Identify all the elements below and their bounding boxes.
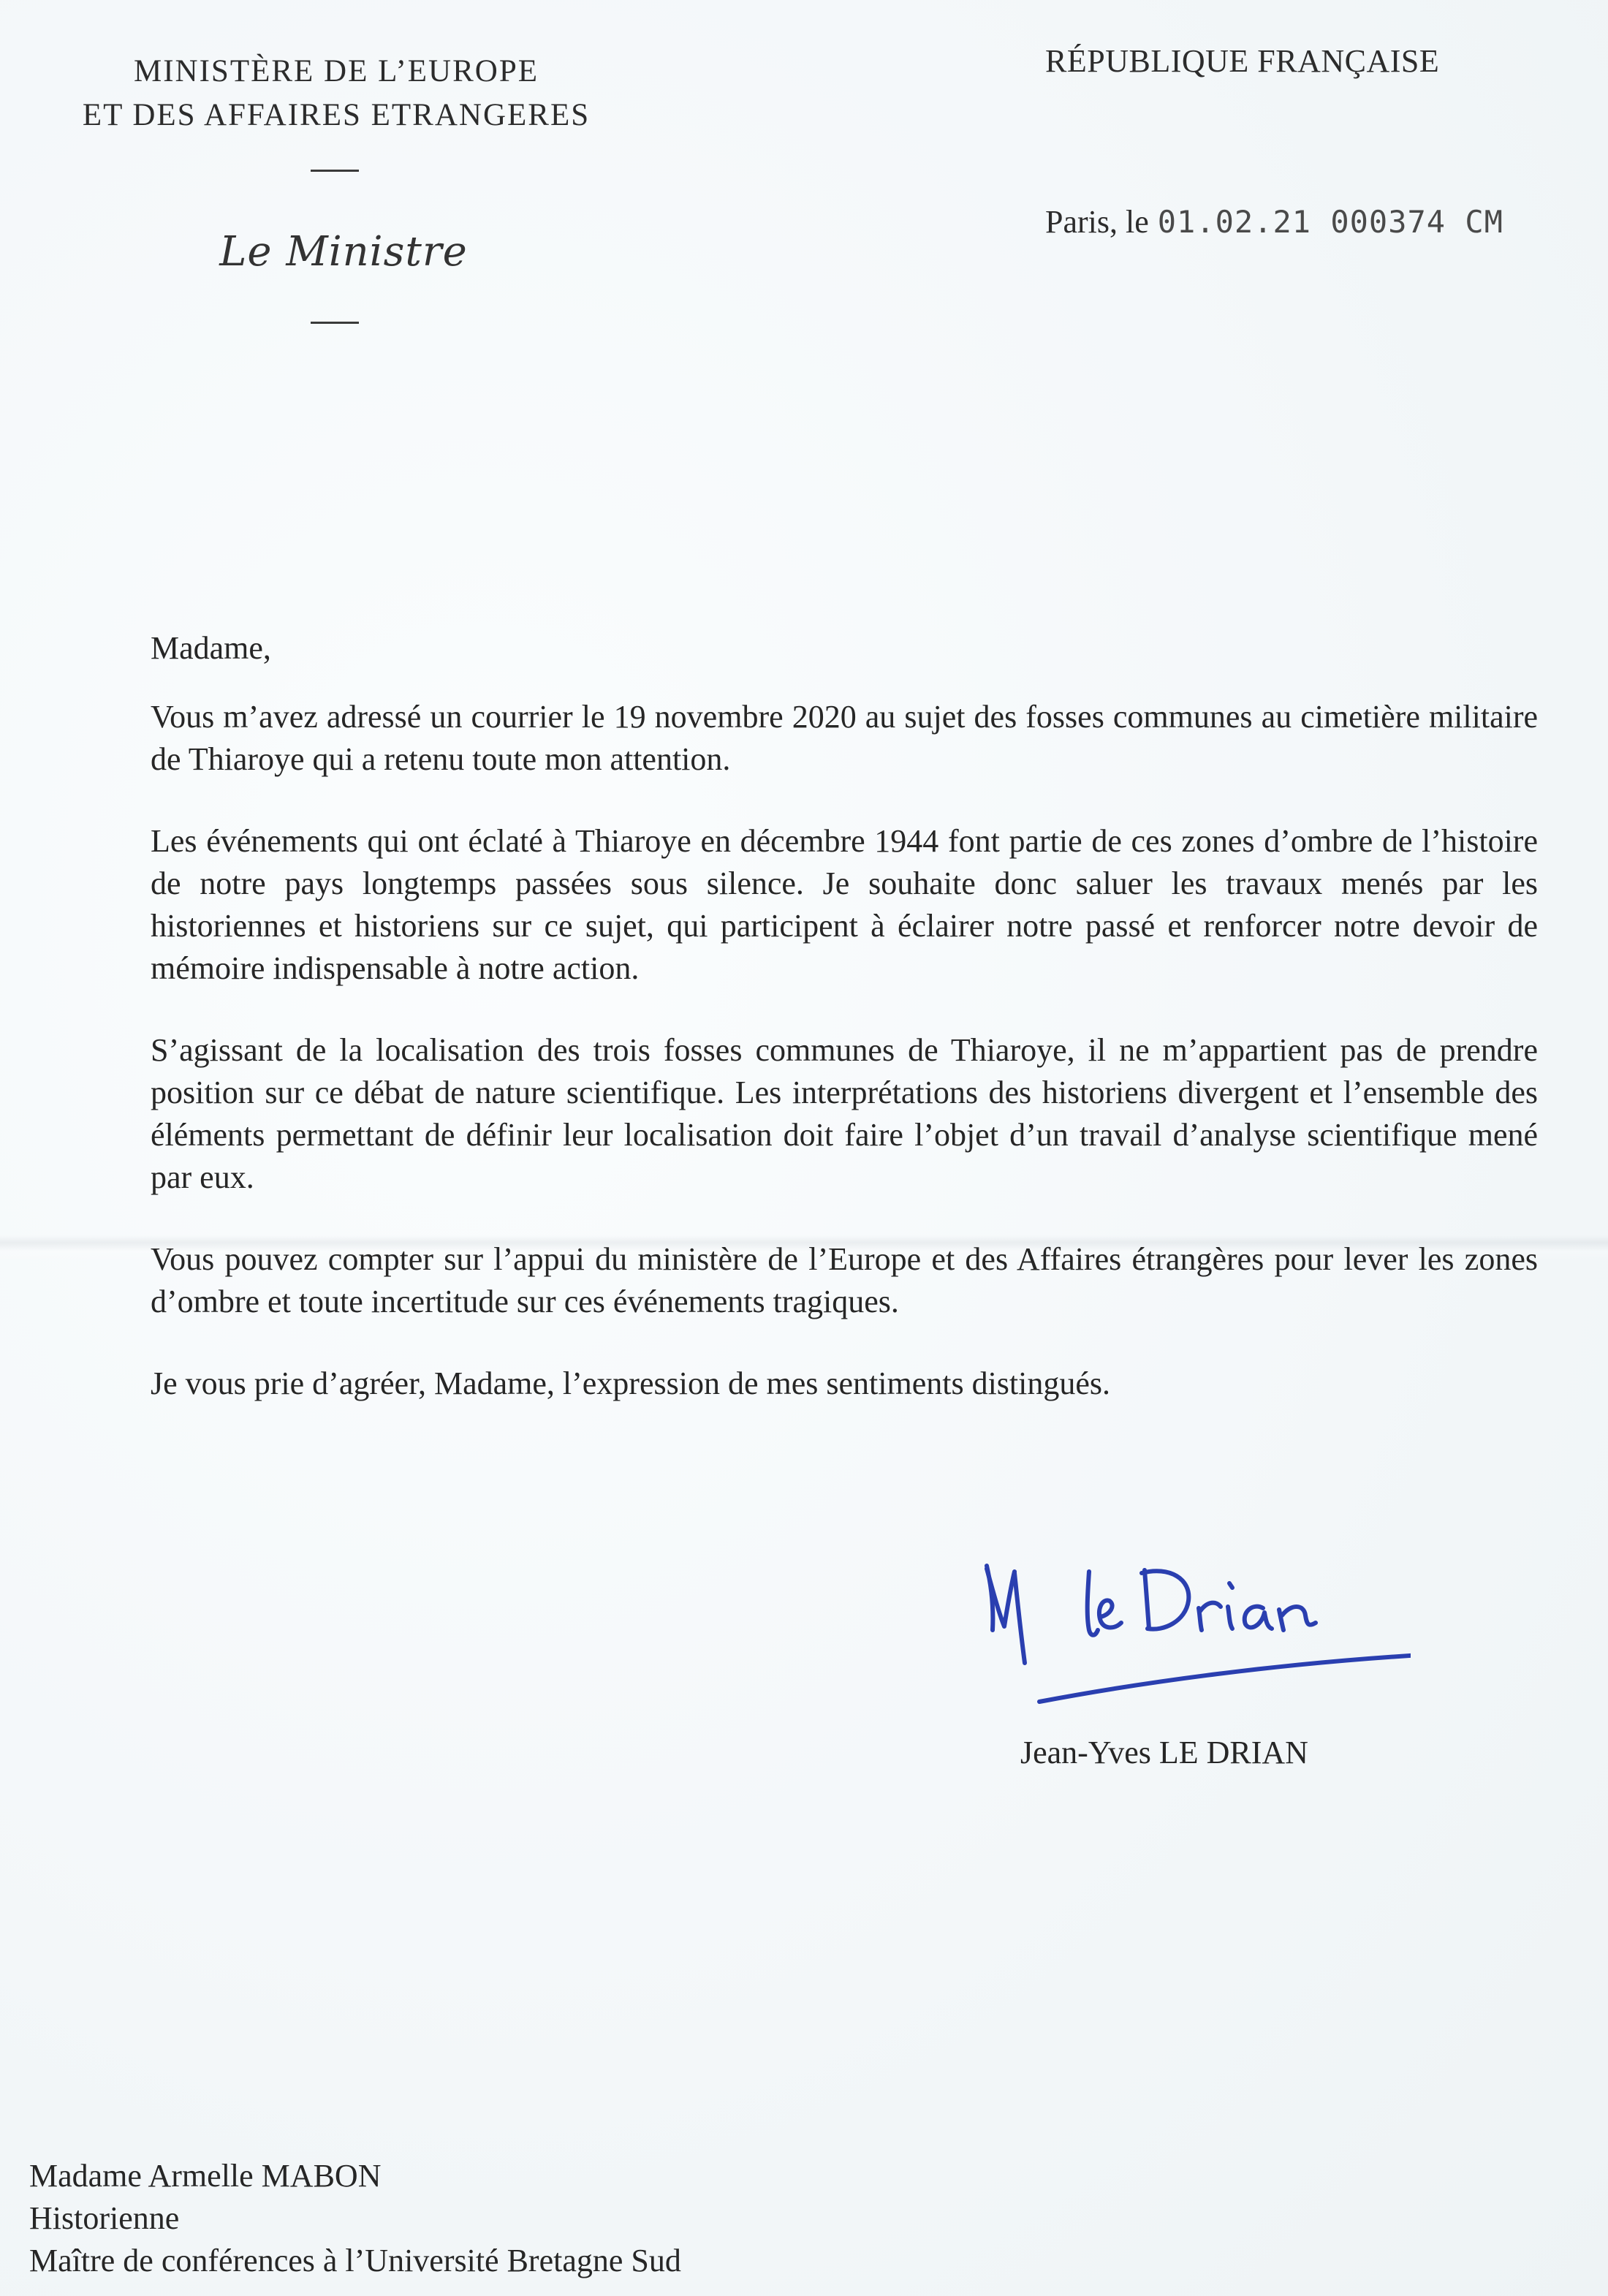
recipient-block	[29, 2155, 681, 2282]
date-line	[1045, 203, 1503, 240]
header-divider-bottom	[311, 322, 359, 324]
paragraph-2: Les événements qui ont éclaté à Thiaroye en décembre 1944 font partie de ces zones d’ombre de l’histoire de notre pays longtemps passées sous silence. Je souhaite donc saluer les travaux menés par les historiennes et historiens sur ce sujet, qui participent à éclairer notre passé et renforcer notre devoir de mémoire indispensable à notre action.	[151, 823, 1538, 986]
ministry-line-2: ET DES AFFAIRES ETRANGERES	[82, 98, 591, 132]
closing-formula: Je vous prie d’agréer, Madame, l’expression de mes sentiments distingués.	[151, 1365, 1111, 1401]
minister-role: Le Ministre	[219, 228, 468, 276]
header-divider-top	[311, 170, 359, 172]
handwritten-signature	[972, 1520, 1411, 1718]
salutation: Madame,	[151, 630, 271, 666]
paragraph-4: Vous pouvez compter sur l’appui du ministère de l’Europe et des Affaires étrangères pour lever les zones d’ombre et toute incertitude sur ces événements tragiques.	[151, 1241, 1538, 1319]
recipient-name: Madame Armelle MABON	[29, 2158, 382, 2194]
ministry-line-1: MINISTÈRE DE L’EUROPE	[133, 54, 539, 88]
ministry-heading	[29, 50, 643, 137]
recipient-position: Maître de conférences à l’Université Bretagne Sud	[29, 2243, 681, 2278]
republic-heading: RÉPUBLIQUE FRANÇAISE	[1045, 43, 1440, 79]
paragraph-1: Vous m’avez adressé un courrier le 19 novembre 2020 au sujet des fosses communes au cimetière militaire de Thiaroye qui a retenu toute mon attention.	[151, 699, 1538, 777]
recipient-title: Historienne	[29, 2200, 180, 2236]
place-prefix: Paris, le	[1045, 204, 1149, 240]
signatory-name: Jean-Yves LE DRIAN	[1020, 1735, 1308, 1770]
date-stamp: 01.02.21 000374 CM	[1157, 204, 1503, 240]
letter-body	[151, 627, 1538, 1444]
paragraph-3: S’agissant de la localisation des trois fosses communes de Thiaroye, il ne m’appartient pas de prendre position sur ce débat de nature scientifique. Les interprétations des historiens divergent et l’ensemble des éléments permettant de définir leur localisation doit faire l’objet d’un travail d’analyse scientifique mené par eux.	[151, 1032, 1538, 1195]
